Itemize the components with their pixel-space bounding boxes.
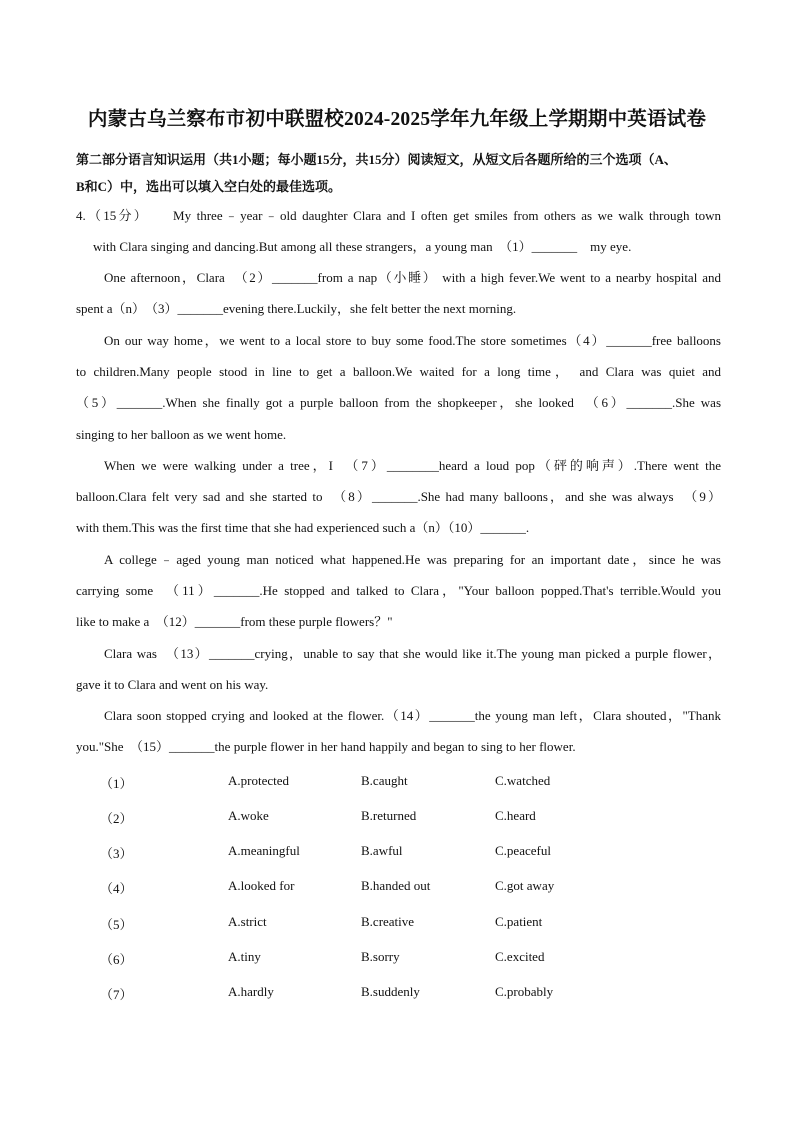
option-a[interactable]: A.strict: [228, 914, 267, 929]
passage-line: A college﹣aged young man noticed what happened.He was preparing for an important date，since he was: [104, 552, 721, 567]
option-c[interactable]: C.peaceful: [495, 843, 551, 858]
option-row: [0, 878, 794, 894]
option-row: [0, 949, 794, 965]
section-instructions-line-2: B和C）中，选出可以填入空白处的最佳选项。: [76, 179, 342, 194]
option-a[interactable]: A.meaningful: [228, 843, 300, 858]
passage-line: you."She （15）_______the purple flower in her hand happily and began to sing to her flower.: [76, 739, 576, 754]
question-number: （2）: [100, 811, 133, 826]
section-instructions-line-1: 第二部分语言知识运用（共1小题；每小题15分，共15分）阅读短文，从短文后各题所给的三个选项（A、: [76, 152, 677, 167]
passage-line: When we were walking under a tree，I （7）________heard a loud pop（砰的响声）.There went the: [104, 458, 721, 473]
passage-line: to children.Many people stood in line to get a balloon.We waited for a long time， and Clara was quiet and: [76, 364, 721, 379]
option-a[interactable]: A.protected: [228, 773, 290, 788]
option-c[interactable]: C.probably: [495, 984, 554, 999]
option-b[interactable]: B.creative: [361, 914, 415, 929]
question-number: （4）: [100, 881, 133, 896]
option-row: [0, 808, 794, 824]
option-b[interactable]: B.awful: [361, 843, 403, 858]
option-b[interactable]: B.handed out: [361, 878, 431, 893]
passage-line: Clara soon stopped crying and looked at the flower.（14）_______the young man left，Clara shouted，"Thank: [104, 708, 721, 723]
passage-line: spent a（n） （3）_______evening there.Luckily，she felt better the next morning.: [76, 301, 517, 316]
question-number: （3）: [100, 846, 133, 861]
passage-line: One afternoon，Clara （2）_______from a nap（小睡） with a high fever.We went to a nearby hospital and: [104, 270, 721, 285]
option-a[interactable]: A.hardly: [228, 984, 274, 999]
question-number: （6）: [100, 952, 133, 967]
option-row: [0, 914, 794, 930]
passage-line: singing to her balloon as we went home.: [76, 427, 287, 442]
option-row: [0, 773, 794, 789]
option-c[interactable]: C.watched: [495, 773, 551, 788]
option-a[interactable]: A.woke: [228, 808, 269, 823]
passage-line: gave it to Clara and went on his way.: [76, 677, 269, 692]
option-b[interactable]: B.suddenly: [361, 984, 420, 999]
passage-line: balloon.Clara felt very sad and she started to （8）_______.She had many balloons，and she was always （9）: [76, 489, 721, 504]
option-c[interactable]: C.got away: [495, 878, 555, 893]
option-row: [0, 984, 794, 1000]
passage-line: with them.This was the first time that she had experienced such a（n）（10）_______.: [76, 520, 530, 535]
option-c[interactable]: C.patient: [495, 914, 543, 929]
option-c[interactable]: C.excited: [495, 949, 545, 964]
passage-line: （5）_______.When she finally got a purple balloon from the shopkeeper，she looked （6）_______.She was: [76, 395, 721, 410]
passage-line: 4.（15分） My three﹣year﹣old daughter Clara and I often get smiles from others as we walk through town: [76, 208, 721, 223]
passage-line: Clara was （13）_______crying，unable to say that she would like it.The young man picked a purple flower，: [104, 646, 721, 661]
passage-line: like to make a （12）_______from these purple flowers？": [76, 614, 393, 629]
passage-line: On our way home，we went to a local store to buy some food.The store sometimes（4）_______free balloons: [104, 333, 721, 348]
option-b[interactable]: B.sorry: [361, 949, 400, 964]
option-a[interactable]: A.looked for: [228, 878, 295, 893]
option-b[interactable]: B.caught: [361, 773, 408, 788]
passage-line: with Clara singing and dancing.But among all these strangers，a young man （1）_______ my eye.: [93, 239, 632, 254]
option-row: [0, 843, 794, 859]
passage-line: carrying some （11）_______.He stopped and talked to Clara，"Your balloon popped.That's terrible.Would you: [76, 583, 721, 598]
option-b[interactable]: B.returned: [361, 808, 417, 823]
question-number: （7）: [100, 987, 133, 1002]
option-a[interactable]: A.tiny: [228, 949, 261, 964]
question-number: （5）: [100, 917, 133, 932]
option-c[interactable]: C.heard: [495, 808, 536, 823]
page-title: 内蒙古乌兰察布市初中联盟校2024-2025学年九年级上学期期中英语试卷: [87, 109, 707, 130]
question-number: （1）: [100, 776, 133, 791]
